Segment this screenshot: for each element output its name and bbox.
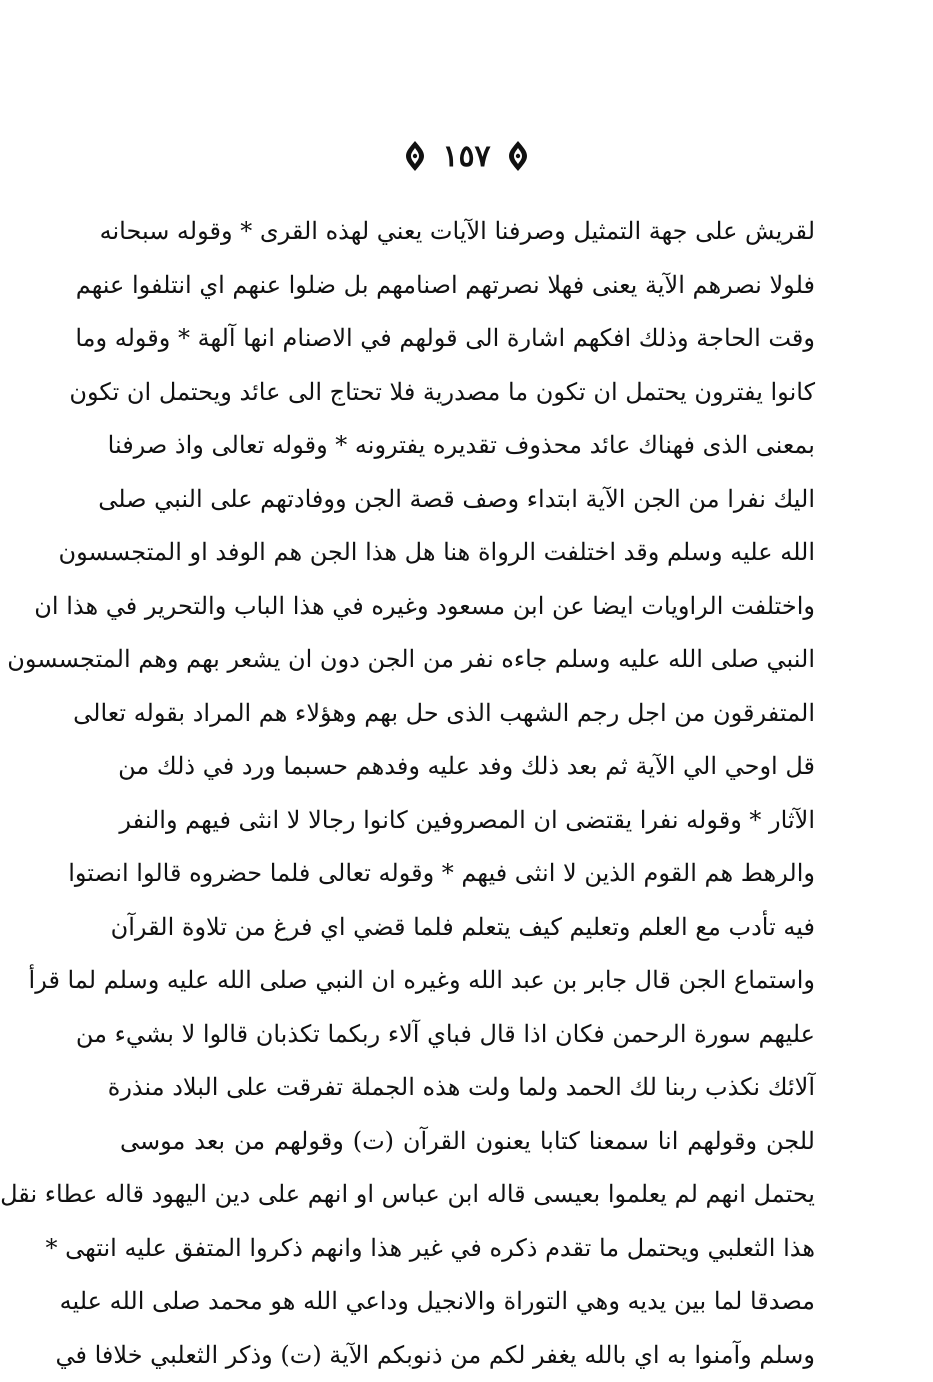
text-line: للجن وقولهم انا سمعنا كتابا يعنون القرآن (ت) وقولهم من بعد موسى xyxy=(120,1115,815,1169)
ornament-icon xyxy=(402,139,428,173)
text-line: الله عليه وسلم وقد اختلفت الرواة هنا هل هذا الجن هم الوفد او المتجسسون xyxy=(120,526,815,580)
page-number: ١٥٧ xyxy=(442,139,490,174)
text-line: اليك نفرا من الجن الآية ابتداء وصف قصة الجن ووفادتهم على النبي صلى xyxy=(120,473,815,527)
text-line: وقت الحاجة وذلك افكهم اشارة الى قولهم في الاصنام انها آلهة * وقوله وما xyxy=(120,312,815,366)
text-line: الآثار * وقوله نفرا يقتضى ان المصروفين كانوا رجالا لا انثى فيهم والنفر xyxy=(120,794,815,848)
text-line: واختلفت الراويات ايضا عن ابن مسعود وغيره في هذا الباب والتحرير في هذا ان xyxy=(120,580,815,634)
text-line: يحتمل انهم لم يعلموا بعيسى قاله ابن عباس او انهم على دين اليهود قاله عطاء نقل xyxy=(120,1168,815,1222)
text-line: بمعنى الذى فهناك عائد محذوف تقديره يفترونه * وقوله تعالى واذ صرفنا xyxy=(120,419,815,473)
text-line: كانوا يفترون يحتمل ان تكون ما مصدرية فلا تحتاج الى عائد ويحتمل ان تكون xyxy=(120,366,815,420)
ornament-icon xyxy=(505,139,531,173)
text-line: وسلم وآمنوا به اي بالله يغفر لكم من ذنوبكم الآية (ت) وذكر الثعلبي خلافا في xyxy=(120,1329,815,1382)
text-line: هذا الثعلبي ويحتمل ما تقدم ذكره في غير هذا وانهم ذكروا المتفق عليه انتهى * xyxy=(120,1222,815,1276)
text-line: والرهط هم القوم الذين لا انثى فيهم * وقوله تعالى فلما حضروه قالوا انصتوا xyxy=(120,847,815,901)
text-line: النبي صلى الله عليه وسلم جاءه نفر من الجن دون ان يشعر بهم وهم المتجسسون xyxy=(120,633,815,687)
text-line: لقريش على جهة التمثيل وصرفنا الآيات يعني لهذه القرى * وقوله سبحانه xyxy=(120,205,815,259)
text-line: فيه تأدب مع العلم وتعليم كيف يتعلم فلما قضي اي فرغ من تلاوة القرآن xyxy=(120,901,815,955)
text-body xyxy=(120,205,815,1382)
text-line: عليهم سورة الرحمن فكان اذا قال فباي آلاء ربكما تكذبان قالوا لا بشيء من xyxy=(120,1008,815,1062)
page-header xyxy=(0,128,933,184)
text-line: قل اوحي الي الآية ثم بعد ذلك وفد عليه وفدهم حسبما ورد في ذلك من xyxy=(120,740,815,794)
text-line: آلائك نكذب ربنا لك الحمد ولما ولت هذه الجملة تفرقت على البلاد منذرة xyxy=(120,1061,815,1115)
text-line: واستماع الجن قال جابر بن عبد الله وغيره ان النبي صلى الله عليه وسلم لما قرأ xyxy=(120,954,815,1008)
text-line: فلولا نصرهم الآية يعنى فهلا نصرتهم اصنامهم بل ضلوا عنهم اي انتلفوا عنهم xyxy=(120,259,815,313)
text-line: المتفرقون من اجل رجم الشهب الذى حل بهم وهؤلاء هم المراد بقوله تعالى xyxy=(120,687,815,741)
text-line: مصدقا لما بين يديه وهي التوراة والانجيل وداعي الله هو محمد صلى الله عليه xyxy=(120,1275,815,1329)
